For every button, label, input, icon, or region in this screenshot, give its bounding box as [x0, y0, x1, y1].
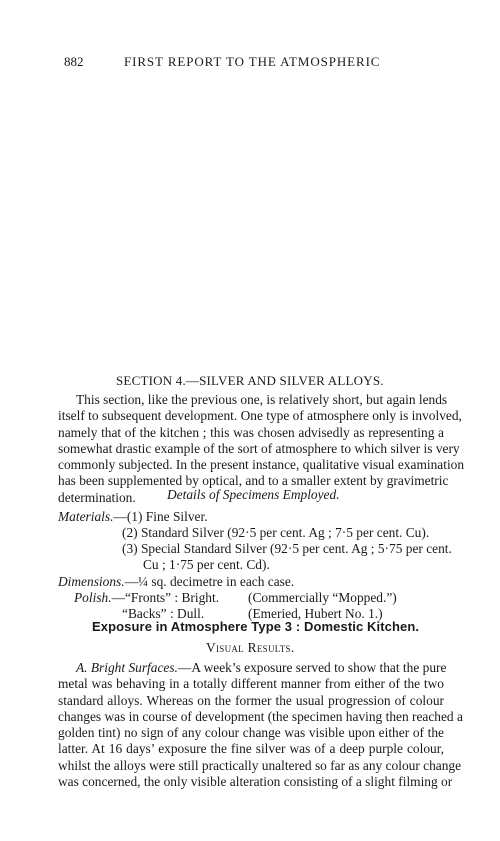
- section-heading: SECTION 4.—SILVER AND SILVER ALLOYS.: [116, 373, 384, 388]
- material-item: [122, 525, 429, 541]
- bright-line: whilst the alloys were still practically unaltered so far as any colour change: [58, 757, 462, 773]
- bright-label: A. Bright Surfaces.: [76, 660, 178, 675]
- intro-line: determination.: [58, 489, 136, 505]
- polish-fronts-row: [74, 590, 219, 606]
- exposure-heading: Exposure in Atmosphere Type 3 : Domestic Kitchen.: [92, 619, 420, 634]
- visual-results-subheading: [206, 640, 294, 656]
- polish-fronts: —“Fronts” : Bright.: [111, 590, 220, 605]
- intro-line: somewhat drastic example of the sort of atmosphere to which silver is very: [58, 440, 460, 456]
- intro-line: namely that of the kitchen ; this was chosen advisedly as representing a: [58, 424, 444, 440]
- material-num: (1): [126, 509, 143, 524]
- bright-line: was concerned, the only visible alteration consisting of a slight filming or: [58, 774, 453, 790]
- materials-label: Materials.: [58, 509, 114, 524]
- page-number: 882: [64, 54, 84, 69]
- polish-label: Polish.: [74, 590, 112, 605]
- bright-surfaces-paragraph: [58, 660, 463, 790]
- material-item-continued: [143, 557, 270, 573]
- bright-line: golden tint) no sign of any colour change was visible upon either of the: [58, 725, 444, 741]
- dimensions-row: [58, 574, 294, 590]
- materials-label-row: Materials.—(1) Fine Silver.: [58, 509, 208, 524]
- bright-line: standard alloys. Whereas on the former the usual progression of colour: [58, 692, 444, 708]
- bright-line: —A week’s exposure served to show that the pure: [177, 660, 447, 675]
- polish-fronts-note: (Commercially “Mopped.”): [248, 590, 397, 605]
- material-text: Standard Silver (92·5 per cent. Ag ; 7·5 per cent. Cu).: [140, 525, 430, 540]
- bright-line: latter. At 16 days’ exposure the fine silver was of a deep purple colour,: [58, 741, 444, 757]
- bright-line-first: [58, 660, 447, 676]
- visual-results-text: Visual Results.: [206, 640, 295, 655]
- material-text: Special Standard Silver (92·5 per cent. Ag ; 5·75 per cent.: [140, 541, 452, 556]
- bright-line: metal was behaving in a totally different manner from either of the two: [58, 676, 444, 692]
- specimens-heading: Details of Specimens Employed.: [167, 487, 340, 502]
- polish-backs-note: (Emeried, Hubert No. 1.): [248, 606, 383, 621]
- dimensions-label: Dimensions.: [58, 574, 125, 589]
- running-title: FIRST REPORT TO THE ATMOSPHERIC: [124, 54, 381, 69]
- intro-line: commonly subjected. In the present instance, qualitative visual examination: [58, 457, 465, 473]
- polish-backs: “Backs” : Dull.: [122, 606, 205, 621]
- bright-line: changes was in course of development (the specimen having then reached a: [58, 708, 463, 724]
- material-num: (2): [122, 525, 138, 540]
- intro-line: This section, like the previous one, is relatively short, but again lends: [76, 392, 448, 407]
- intro-line: has been supplemented by optical, and to a smaller extent by gravimetric: [58, 473, 449, 489]
- dimensions-text: —¼ sq. decimetre in each case.: [124, 574, 295, 589]
- material-num: (3): [122, 541, 138, 556]
- material-text: Cu ; 1·75 per cent. Cd).: [143, 557, 270, 572]
- intro-line: itself to subsequent development. One type of atmosphere only is involved,: [58, 408, 462, 424]
- material-text: Fine Silver.: [145, 509, 208, 524]
- material-item: [122, 541, 452, 557]
